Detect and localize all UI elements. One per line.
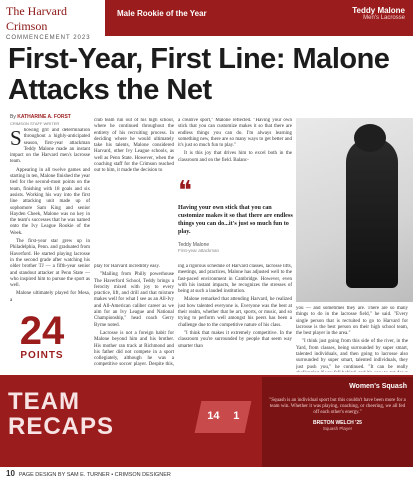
paragraph: play for Harvard incredibly easy. [94,264,160,269]
points-label: POINTS [20,350,64,361]
pull-quote-text: Having your own stick that you can customize makes it so that there are endless things you can do...it's just so much fun to play. [178,204,293,235]
page-footer [0,467,413,480]
byline-author: KATHARINE A. FORST [17,114,71,120]
paragraph: "I think just going from this side of the river, in the Yard, from classes, being surrounded by super smart, talented individuals, and then going to lacrosse also surrounded by super smart, talented individuals, they just push you," he continued. "It can be really [296,339,408,370]
subject-name: Teddy Malone [352,6,405,15]
article-column-2b [94,264,174,368]
paragraph: "Mailing from Philly powerhouse The Haverford School, Teddy brings a ferocity mixed with joy to every practice, lift, and drill and that mixture makes well for what I see as an All-Ivy and All-American caliber career as we aim for an Ivy League and National Championship," head coach Gerry Byrne noted. [94,272,174,328]
score-home: 14 [207,410,220,422]
points-number: 24 [19,309,65,353]
paragraph: club team run out of his high school, where he continued throughout the entirety of his recruiting process. In deciding where he would ultimately take his talents, Malone considered Harvard, other Ivy League schools, as well as Penn State. However, when the coaching staff for the Crimson reached out to him, it made the decision to [94,118,174,174]
paper-name: The Harvard Crimson [6,4,67,33]
paragraph: ing a rigorous schedule of Harvard classes, lacrosse lifts, meetings, and practices, Malone has adjusted well to the fast-paced environment in Cambridge. However, even with his instant impacts, he recognizes the stresses of being at such a lauded institution. [178,264,292,295]
womens-squash-quote: "Squash is an individual sport but this couldn't have been more for a team win. Whether it was playing, coaching, or cheering, we all fed off each other's energy." [269,398,406,415]
womens-squash-name: BRETON WELCH '25 [313,420,362,426]
article-column-3b [178,264,292,368]
article-column-4 [296,306,408,372]
article-column-3 [178,118,292,176]
pull-quote-name: Teddy Malone [178,242,210,248]
paragraph: "I think that makes it extremely competitive. In the classroom you're surrounded by people that seem way smarter than [178,330,292,349]
byline-role: CRIMSON STAFF WRITER [10,121,60,126]
recaps-line-2: RECAPS [8,413,115,440]
team-recaps-title [8,389,114,439]
pull-quote-role: First-year attackman [178,248,220,253]
design-credit: PAGE DESIGN BY SAM E. TURNER • CRIMSON DESIGNER [18,472,171,478]
paragraph: Malone ultimately played for Mesa, a [10,291,90,303]
paragraph: The first-year star grew up in Philadelphia, Penn. and graduated from Haverford. He started playing lacrosse in the second grade after watching his older brother TJ — a fifth-year senior and standout attacker at Penn State — who inspired him to pursue the sport as well. [10,239,90,289]
paragraph: Lacrosse is not a foreign habit for Malone beyond him and his brother. His mother ran track at Richmond and his father did not compete in a sport collegiately, although he was a competitive soccer player. Despite this, [94,330,174,368]
paragraph: a creative sport," Malone reflected. "Having your own stick that you can customize makes it so that there are endless things you can do. I'm always learning something new, there are so many ways to get better and it's just so much fun to play." [178,118,292,149]
subject-team: Men's Lacrosse [363,15,405,21]
section-title: Male Rookie of the Year [117,9,207,18]
drop-cap: S [10,128,22,150]
score-away: 1 [233,410,240,422]
subject-block [352,6,405,21]
score-badge [195,401,252,433]
paragraph: Showing grit and determination throughout a highly-anticipated season, first-year attackman Teddy Malone made an instant impact on the Harvard men's lacrosse team. [10,128,90,165]
page-header [0,0,413,41]
quote-mark-icon: ❝ [178,176,192,205]
byline-prefix: By [10,114,18,120]
paragraph: Malone remarked that attending Harvard, he realized just how talented everyone is. Everyone was the best at their realm, whether that be art, sports, or music, and so trying to perform well amongst his peers has been a challenge due to the competitive nature of his class. [178,297,292,328]
recaps-line-1: TEAM [8,388,80,415]
womens-squash-title: Women's Squash [349,383,407,390]
byline [10,114,71,126]
paragraph: you — and sometimes they are. There are so many things to do in the lacrosse field," he said. "Every single person that is recruited to go to Harvard for lacrosse is the best person on their high school team, the best player in the area." [296,306,408,337]
womens-squash-box [262,377,413,467]
page-number: 10 [6,469,15,478]
helmet-shape [354,124,386,152]
article-column-1 [10,128,90,308]
player-photo [296,118,413,302]
article-headline: First-Year, First Line: Malone Attacks the Net [8,43,390,106]
section-bar [105,0,413,36]
article-column-2 [94,118,174,182]
player-silhouette [346,138,398,288]
points-stat [4,309,80,364]
edition-label: COMMENCEMENT 2023 [6,35,91,41]
womens-squash-role: Squash Player [322,426,353,431]
pull-quote [178,176,293,253]
masthead [0,0,105,41]
team-recaps-band [0,375,413,467]
paragraph: Appearing in all twelve games and starting in ten, Malone finished the year tied for the second-most points on the team, finishing with 18 goals and six assists. Working his way into the first line attacking unit made up of sophomore Sam King and senior Hayden Cheek, Malone was no key in the team's successes that he was named onto the Ivy League Rookie of the Week. [10,167,90,236]
paragraph: It is this joy that drives him to excel both in the classroom and on the field. Balanc- [178,151,292,163]
